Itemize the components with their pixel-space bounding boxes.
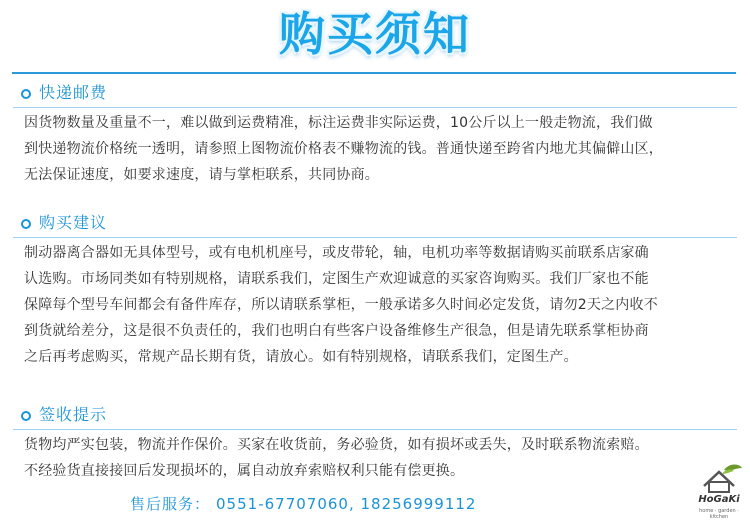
- paragraph-line: 保障每个型号车间都会有备件库存，所以请联系掌柜，一般承诺多久时间必定发货，请勿2天之内收不: [24, 297, 658, 313]
- brand-logo: [690, 460, 748, 520]
- logo-tagline: home · garden · kitchen: [699, 508, 739, 520]
- paragraph-line: 认选购。市场同类如有特别规格，请联系我们，定图生产欢迎诚意的买家咨询购买。我们厂家也不能: [24, 271, 649, 287]
- after-sales-service: [130, 492, 476, 516]
- paragraph-line: 因货物数量及重量不一，难以做到运费精准，标注运费非实际运费，10公斤以上一般走物流，我们做: [24, 115, 653, 131]
- service-label: 售后服务：: [130, 495, 211, 513]
- bullet-circle-icon: [21, 89, 31, 99]
- paragraph-line: 无法保证速度，如要求速度，请与掌柜联系，共同协商。: [24, 167, 379, 183]
- paragraph-line: 货物均严实包装，物流并作保价。买家在收货前，务必验货，如有损坏或丢失，及时联系物流索赔。: [24, 437, 649, 453]
- bullet-circle-icon: [21, 219, 31, 229]
- service-phone: 0551-67707060, 18256999112: [216, 495, 477, 513]
- section-divider: [13, 429, 737, 430]
- bullet-circle-icon: [21, 411, 31, 421]
- title-divider: [12, 72, 736, 74]
- section-body-delivery-notice: [24, 432, 740, 484]
- section-body-shipping: [24, 110, 740, 188]
- section-body-purchase-advice: [24, 240, 740, 370]
- page-title: 购买须知: [279, 7, 471, 61]
- section-heading-label: 签收提示: [39, 405, 108, 424]
- paragraph-line: 制动器离合器如无具体型号，或有电机机座号，或皮带轮，轴，电机功率等数据请购买前联系店家确: [24, 245, 649, 261]
- paragraph-line: 到快递物流价格统一透明，请参照上图物流价格表不赚物流的钱。普通快递至跨省内地尤其偏僻山区，: [24, 141, 663, 157]
- section-heading-label: 快递邮费: [39, 83, 108, 102]
- logo-wordmark: HoGaKi: [698, 494, 740, 505]
- section-divider: [13, 237, 737, 238]
- section-heading-delivery-notice: [13, 404, 737, 430]
- paragraph-line: 之后再考虑购买，常规产品长期有货，请放心。如有特别规格，请联系我们，定图生产。: [24, 349, 578, 365]
- paragraph-line: 到货就给差分，这是很不负责任的，我们也明白有些客户设备维修生产很急，但是请先联系掌柜协商: [24, 323, 649, 339]
- section-divider: [13, 107, 737, 108]
- section-heading-shipping: [13, 82, 737, 108]
- section-heading-purchase-advice: [13, 212, 737, 238]
- house-leaf-icon: [690, 460, 748, 496]
- section-heading-label: 购买建议: [39, 213, 108, 232]
- paragraph-line: 不经验货直接接回后发现损坏的，属自动放弃索赔权利只能有偿更换。: [24, 463, 465, 479]
